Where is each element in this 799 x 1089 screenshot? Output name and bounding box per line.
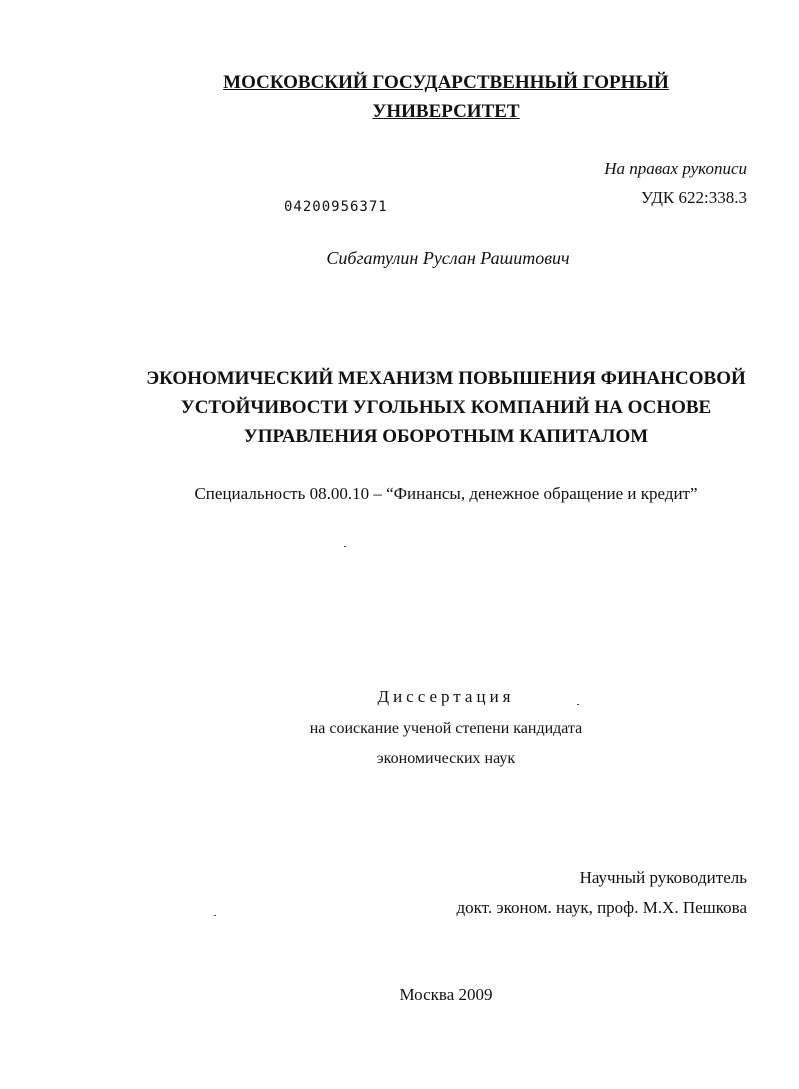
degree-line-1: на соискание ученой степени кандидата bbox=[309, 720, 583, 737]
manuscript-rights-note: На правах рукописи bbox=[604, 159, 747, 178]
university-name-line-1: МОСКОВСКИЙ ГОСУДАРСТВЕННЫЙ ГОРНЫЙ bbox=[223, 72, 669, 93]
work-type: Диссертация bbox=[377, 687, 515, 706]
scan-speck bbox=[214, 915, 216, 916]
specialty: Специальность 08.00.10 – “Финансы, денежное обращение и кредит” bbox=[194, 484, 698, 503]
supervisor-label: Научный руководитель bbox=[579, 868, 747, 887]
supervisor-name: докт. эконом. наук, проф. М.Х. Пешкова bbox=[456, 898, 747, 917]
catalog-number: 04200956371 bbox=[284, 199, 388, 215]
city-year: Москва 2009 bbox=[399, 985, 493, 1004]
university-name-line-2: УНИВЕРСИТЕТ bbox=[372, 101, 520, 122]
thesis-title-line-3: УПРАВЛЕНИЯ ОБОРОТНЫМ КАПИТАЛОМ bbox=[243, 426, 649, 447]
udc-code: УДК 622:338.3 bbox=[641, 188, 747, 207]
thesis-title-line-1: ЭКОНОМИЧЕСКИЙ МЕХАНИЗМ ПОВЫШЕНИЯ ФИНАНСОВОЙ bbox=[146, 368, 746, 389]
degree-line-2: экономических наук bbox=[376, 750, 516, 767]
scan-speck bbox=[577, 704, 579, 705]
author-name: Сибгатулин Руслан Рашитович bbox=[326, 248, 570, 268]
thesis-title-line-2: УСТОЙЧИВОСТИ УГОЛЬНЫХ КОМПАНИЙ НА ОСНОВЕ bbox=[180, 397, 712, 418]
scan-speck bbox=[344, 546, 346, 547]
